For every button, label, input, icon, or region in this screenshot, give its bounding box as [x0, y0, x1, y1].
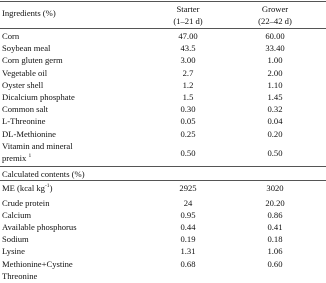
header-grower — [237, 5, 313, 25]
starter-value: 0.05 — [180, 116, 196, 127]
starter-value: 1.31 — [180, 246, 196, 257]
grower-value: 20.20 — [265, 197, 285, 208]
premix-line1: Vitamin and mineral — [2, 141, 73, 151]
header-grower-period: (22–42 d) — [258, 15, 292, 26]
ingredient-name: Corn — [2, 31, 20, 41]
grower-value: 0.18 — [267, 234, 283, 245]
starter-value: 1.5 — [182, 92, 194, 102]
nutrient-name: Available phosphorus — [2, 221, 77, 232]
header-starter-period: (1–21 d) — [173, 15, 203, 26]
header-starter-label: Starter — [176, 4, 200, 14]
grower-value: 33.40 — [265, 43, 285, 54]
header-starter — [150, 5, 226, 25]
table-top-rule — [0, 1, 326, 2]
me-text: ME (kcal kg — [2, 183, 45, 193]
ingredient-name: Corn gluten germ — [2, 55, 63, 66]
starter-value: 43.5 — [180, 43, 196, 54]
nutrient-name: Methionine+Cystine — [2, 258, 73, 269]
nutrient-name: Lysine — [2, 246, 25, 257]
starter-value: 2925 — [179, 183, 197, 193]
starter-value: 2.7 — [182, 67, 194, 78]
starter-value: 0.25 — [180, 128, 196, 139]
ingredient-name — [2, 141, 73, 163]
nutrient-name: Threonine — [2, 270, 38, 281]
calc-header: Calculated contents (%) — [2, 169, 85, 179]
grower-value: 0.04 — [267, 116, 283, 127]
ingredients-rule — [0, 166, 326, 167]
header-grower-label: Grower — [261, 4, 289, 14]
nutrient-name: Calcium — [2, 209, 32, 220]
ingredient-name: Oyster shell — [2, 79, 44, 90]
starter-value: 0.68 — [180, 258, 196, 269]
nutrient-name: Crude protein — [2, 197, 50, 208]
starter-value: 0.44 — [180, 221, 196, 232]
grower-value: 0.86 — [267, 209, 283, 220]
nutrient-name — [2, 184, 52, 193]
starter-value: 0.19 — [180, 234, 196, 245]
premix-line2 — [2, 151, 73, 163]
starter-value: 0.30 — [180, 104, 196, 115]
starter-value: 0.95 — [180, 209, 196, 220]
grower-value: 60.00 — [265, 31, 285, 41]
grower-value: 0.50 — [267, 148, 283, 158]
header-rule — [0, 28, 326, 29]
me-unit-exp: -1 — [44, 183, 50, 190]
starter-value: 3.00 — [180, 55, 196, 66]
grower-value: 2.00 — [267, 67, 283, 78]
premix-footnote: 1 — [28, 153, 32, 159]
ingredient-name: Soybean meal — [2, 43, 51, 54]
grower-value: 0.41 — [267, 221, 283, 232]
ingredient-name: DL-Methionine — [2, 128, 56, 139]
nutrient-name: Sodium — [2, 234, 29, 245]
me-close: ) — [49, 183, 53, 193]
grower-value: 0.60 — [267, 258, 283, 269]
premix-text: premix — [2, 152, 27, 163]
ingredient-name: Vegetable oil — [2, 67, 48, 78]
grower-value: 1.00 — [267, 55, 283, 66]
grower-value: 0.32 — [267, 104, 283, 115]
starter-value: 1.2 — [182, 79, 194, 90]
grower-value: 1.06 — [267, 246, 283, 257]
calc-header-rule — [0, 180, 326, 181]
starter-value: 47.00 — [178, 31, 198, 41]
grower-value: 0.20 — [267, 128, 283, 139]
ingredient-name: Common salt — [2, 104, 49, 115]
header-ingredients: Ingredients (%) — [2, 8, 56, 18]
starter-value: 0.50 — [180, 148, 196, 158]
ingredient-name: Dicalcium phosphate — [2, 92, 75, 102]
grower-value: 1.10 — [267, 79, 283, 90]
grower-value: 1.45 — [267, 92, 283, 102]
grower-value: 3020 — [266, 183, 284, 193]
starter-value: 24 — [183, 197, 193, 208]
ingredient-name: L-Threonine — [2, 116, 46, 127]
